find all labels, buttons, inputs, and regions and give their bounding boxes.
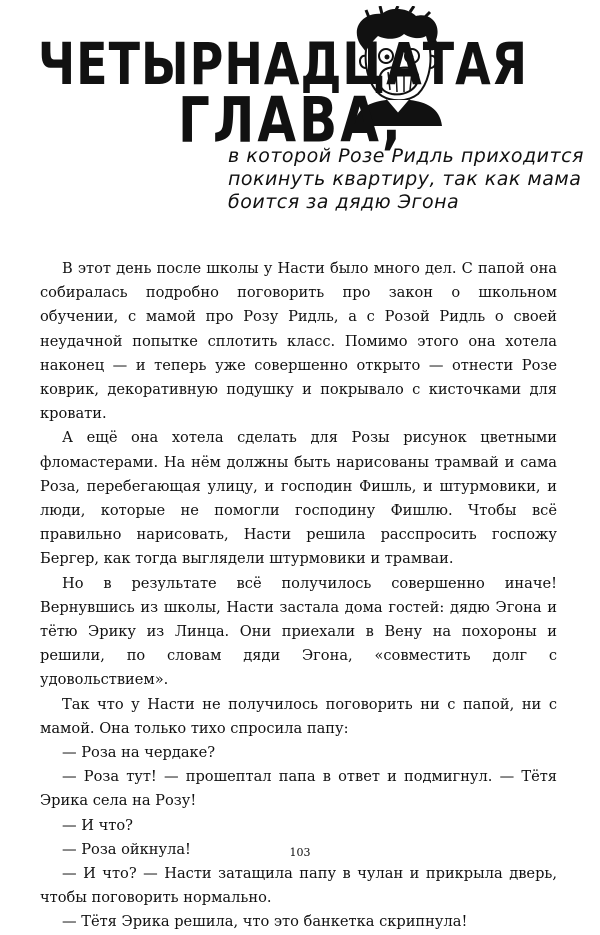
paragraph: В этот день после школы у Насти было много дел. С папой она собиралась подробно поговорить про закон о школьном обучении, с мамой про Розу Ридль, а с Розой Ридль о своей неудачной попытке сплотить класс. Помимо этого она хотела наконец — и теперь уже совершенно открыто — отнести Розе коврик, декоративную подушку и покрывало с кисточками для кровати. (40, 260, 557, 423)
dialogue-line: — Роза ойкнула! (62, 840, 191, 858)
paragraph: Но в результате всё получилось совершенно иначе! Вернувшись из школы, Насти застала дома гостей: дядю Эгона и тётю Эрику из Линца. Они приехали в Вену на похороны и решили, по словам дяди Эгона, «совместить долг с удовольствием». (40, 574, 557, 689)
paragraph: А ещё она хотела сделать для Розы рисунок цветными фломастерами. На нём должны быть нарисованы трамвай и сама Роза, перебегающая улицу, и господин Фишль, и штурмовики, и люди, которые не помогли господину Фишлю. Чтобы всё правильно нарисовать, Насти решила расспросить госпожу Бергер, как тогда выглядели штурмовики и трамваи. (40, 429, 557, 568)
dialogue-line: — Тётя Эрика решила, что это банкетка скрипнула! (62, 913, 468, 931)
dialogue-line: — И что? — Насти затащила папу в чулан и прикрыла дверь, чтобы поговорить нормально. (40, 865, 557, 907)
chapter-title-line-1: ЧЕТЫРНАДЦАТАЯ (38, 30, 529, 98)
dialogue-line: — Роза тут! — прошептал папа в ответ и подмигнул. — Тётя Эрика села на Розу! (40, 768, 557, 810)
dialogue-line: — Роза на чердаке? (62, 744, 216, 762)
dialogue-line: — И что? (62, 816, 133, 834)
chapter-body-text (40, 257, 557, 935)
chapter-title-line-2: ГЛАВА, (178, 84, 404, 157)
chapter-subtitle-line-3: боится за дядю Эгона (228, 191, 460, 213)
paragraph: Так что у Насти не получилось поговорить ни с папой, ни с мамой. Она только тихо спросила папу: (40, 695, 557, 737)
chapter-subtitle-line-2: покинуть квартиру, так как мама (228, 168, 582, 190)
chapter-subtitle-line-1: в которой Розе Ридль приходится (228, 145, 584, 167)
page-number: 103 (289, 846, 311, 859)
